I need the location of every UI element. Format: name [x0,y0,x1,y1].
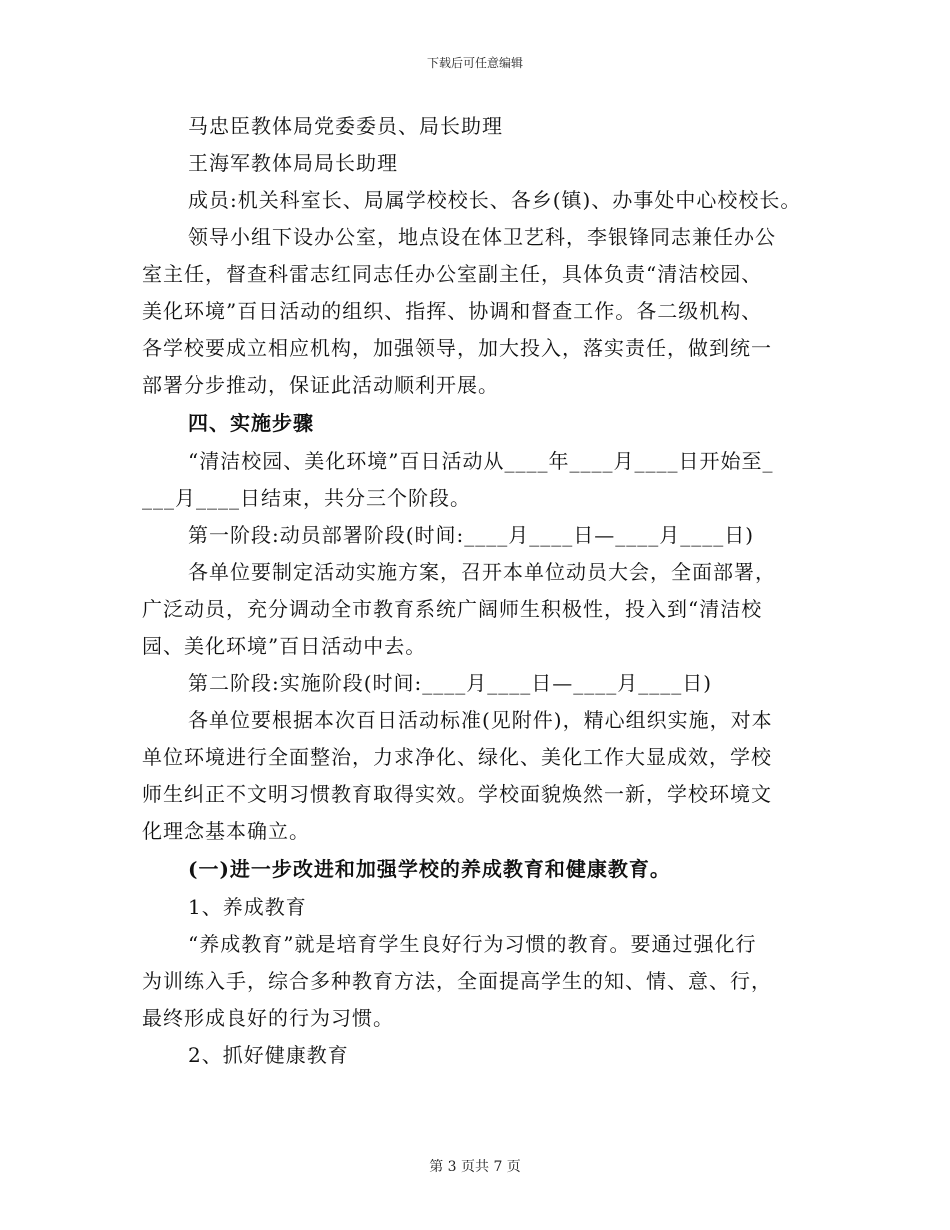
paragraph-line: 园、美化环境”百日活动中去。 [142,634,427,658]
paragraph-line: 最终形成良好的行为习惯。 [142,1006,394,1030]
paragraph-line: 各单位要根据本次百日活动标准(见附件)，精心组织实施，对本 [188,708,773,732]
section-heading: 四、实施步骤 [188,411,314,435]
paragraph-line: 马忠臣教体局党委委员、局长助理 [188,114,503,138]
paragraph-line: 单位环境进行全面整治，力求净化、绿化、美化工作大显成效，学校 [142,745,772,769]
paragraph-line: 为训练入手，综合多种教育方法，全面提高学生的知、情、意、行， [142,969,772,993]
page-header: 下载后可任意编辑 [426,56,523,70]
paragraph-line: 部署分步推动，保证此活动顺利开展。 [142,373,499,397]
paragraph-line: 王海军教体局局长助理 [188,151,398,175]
paragraph-line: 成员:机关科室长、局属学校校长、各乡(镇)、办事处中心校校长。 [188,188,802,212]
paragraph-line: 第二阶段:实施阶段(时间:____月____日—____月____日) [188,671,713,695]
paragraph-line: ___月____日结束，共分三个阶段。 [142,486,471,510]
section-heading: (一)进一步改进和加强学校的养成教育和健康教育。 [188,857,671,881]
paragraph-line: 第一阶段:动员部署阶段(时间:____月____日—____月____日) [188,523,755,547]
paragraph-line: 师生纠正不文明习惯教育取得实效。学校面貌焕然一新，学校环境文 [142,782,772,806]
paragraph-line: 室主任，督查科雷志红同志任办公室副主任，具体负责“清洁校园、 [142,262,763,286]
paragraph-line: 化理念基本确立。 [142,819,310,843]
paragraph-line: 各单位要制定活动实施方案，召开本单位动员大会，全面部署， [188,560,776,584]
page-footer: 第 3 页共 7 页 [429,1159,521,1175]
paragraph-line: 2、抓好健康教育 [188,1043,349,1067]
paragraph-line: 广泛动员，充分调动全市教育系统广阔师生积极性，投入到“清洁校 [142,597,763,621]
paragraph-line: “养成教育”就是培育学生良好行为习惯的教育。要通过强化行 [188,932,757,956]
paragraph-line: 领导小组下设办公室，地点设在体卫艺科，李银锋同志兼任办公 [188,225,776,249]
paragraph-line: 1、养成教育 [188,895,307,919]
paragraph-line: “清洁校园、美化环境”百日活动从____年____月____日开始至_ [188,449,774,473]
paragraph-line: 各学校要成立相应机构，加强领导，加大投入，落实责任，做到统一 [142,336,772,360]
paragraph-line: 美化环境”百日活动的组织、指挥、协调和督查工作。各二级机构、 [142,299,763,323]
